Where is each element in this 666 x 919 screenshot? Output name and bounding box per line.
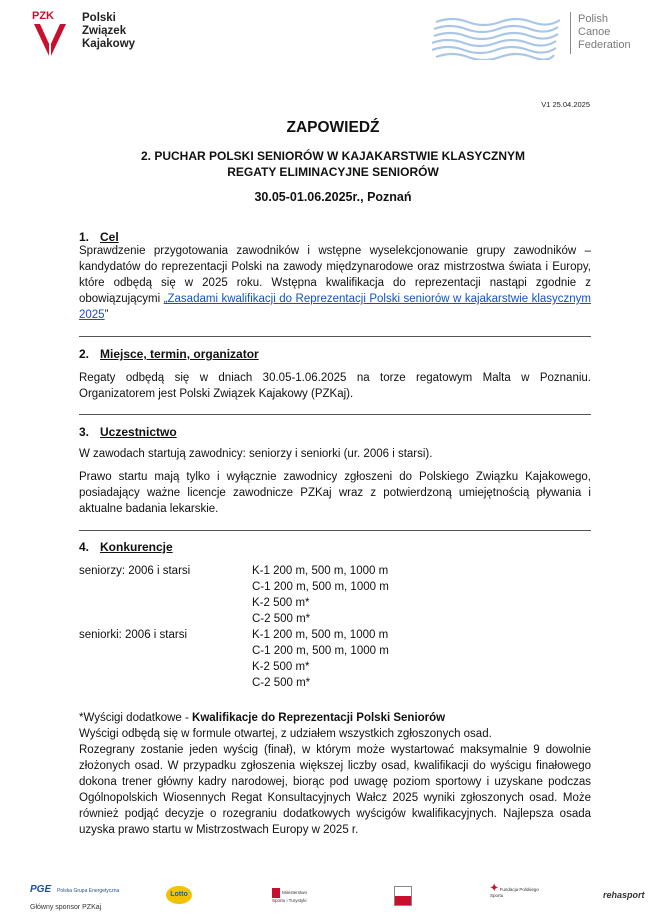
- waves-logo: [432, 14, 560, 60]
- event-list-seniorki: [252, 627, 389, 691]
- event-list-seniorzy: [252, 563, 389, 627]
- section-heading-konkurencje: 4. Konkurencje: [79, 540, 173, 554]
- sport-foundation-logo: ✦ Fundacja Polskiego Sportu: [490, 883, 539, 898]
- section-text-miejsce: Regaty odbędą się w dniach 30.05-1.06.2025 na torze regatowym Malta w Poznaniu. Organizatorem jest Polski Związek Kajakowy (PZKaj).: [79, 372, 591, 400]
- pzk-logo: [30, 8, 70, 60]
- additional-races-line: Wyścigi odbędą się w formule otwartej, z udziałem wszystkich zgłoszonych osad.: [79, 728, 492, 740]
- additional-races-text: Rozegrany zostanie jeden wyścig (finał), w którym może wystartować maksymalnie 9 dowolnie złożonych osad. W przypadku zgłoszenia większej liczby osad, kwalifikacji do wyścigu finałowego dokona trener główny kadry narodowej, biorąc pod uwagę poziom sportowy i uzyskane podczas Ogólnopolskich Wiosennych Regat Konsultacyjnych Wałcz 2025 wyniki zgłoszonych osad. Może również podjąć decyzje o rozegraniu dodatkowych wyścigów kwalifikacyjnych. Najlepsza osada uzyska prawo startu w Mistrzostwach Europy w 2025 r.: [79, 744, 591, 836]
- sponsor-caption: Główny sponsor PZKaj: [30, 904, 102, 911]
- polish-emblem: [394, 886, 412, 906]
- event-item: K-2 500 m*: [252, 661, 310, 673]
- subtitle-line-2: REGATY ELIMINACYJNE SENIORÓW: [227, 165, 439, 179]
- event-item: K-2 500 m*: [252, 597, 310, 609]
- additional-races-heading: *Wyścigi dodatkowe - Kwalifikacje do Reprezentacji Polski Seniorów: [79, 712, 446, 724]
- section-text-cel: Sprawdzenie przygotowania zawodników i wstępne wyselekcjonowanie grupy zawodników – kandydatów do reprezentacji Polski na zawody międzynarodowe oraz mistrzostwa świata i Europy, które odbędą się w 2025 roku. Wstępna kwalifikacja do reprezentacji nastąpi zgodnie z obowiązującymi „Zasadami kwalifikacji do Reprezentacji Polski seniorów w kajakarstwie klasycznym 2025”: [79, 245, 591, 321]
- section-divider: [79, 336, 591, 337]
- org-name: Polski Związek Kajakowy: [82, 12, 136, 50]
- org-name-en: Polish Canoe Federation: [578, 13, 631, 51]
- document-title: ZAPOWIEDŹ: [286, 119, 380, 136]
- ministry-logo: Ministerstwo Sportu i Turystyki: [272, 888, 316, 904]
- version-label: V1 25.04.2025: [541, 100, 590, 109]
- event-item: C-1 200 m, 500 m, 1000 m: [252, 645, 389, 657]
- event-item: K-1 200 m, 500 m, 1000 m: [252, 629, 389, 641]
- svg-text:PZK: PZK: [32, 10, 54, 22]
- subtitle-line-1: 2. PUCHAR POLSKI SENIORÓW W KAJAKARSTWIE KLASYCZNYM: [140, 149, 525, 163]
- section-text-uczestnictwo-1: W zawodach startują zawodnicy: seniorzy i seniorki (ur. 2006 i starsi).: [79, 448, 433, 460]
- section-heading-cel: 1. Cel: [79, 230, 119, 244]
- lotto-logo: Lotto: [166, 886, 192, 904]
- section-heading-miejsce: 2. Miejsce, termin, organizator: [79, 347, 259, 361]
- event-item: C-1 200 m, 500 m, 1000 m: [252, 581, 389, 593]
- section-text-uczestnictwo-2: Prawo startu mają tylko i wyłącznie zawodnicy zgłoszeni do Polskiego Związku Kajakowego, posiadający ważne licencje zawodnicze PZKaj wraz z potwierdzoną umiejętnością pływania i aktualne badania lekarskie.: [79, 471, 591, 515]
- sponsor-footer: [0, 878, 666, 918]
- section-divider: [79, 530, 591, 531]
- pge-logo: PGE Polska Grupa Energetyczna: [30, 884, 120, 895]
- event-item: C-2 500 m*: [252, 613, 311, 625]
- rehasport-logo: rehasport: [603, 890, 645, 900]
- group-label-seniorzy: seniorzy: 2006 i starsi: [79, 565, 191, 577]
- header-divider: [570, 12, 571, 54]
- section-divider: [79, 414, 591, 415]
- group-label-seniorki: seniorki: 2006 i starsi: [79, 629, 188, 641]
- section-heading-uczestnictwo: 3. Uczestnictwo: [79, 425, 177, 439]
- qualification-rules-link[interactable]: „Zasadami kwalifikacji do Reprezentacji Polski seniorów w kajakarstwie klasycznym 2025: [79, 293, 591, 321]
- event-item: K-1 200 m, 500 m, 1000 m: [252, 565, 389, 577]
- event-item: C-2 500 m*: [252, 677, 311, 689]
- date-place: 30.05-01.06.2025r., Poznań: [254, 190, 412, 204]
